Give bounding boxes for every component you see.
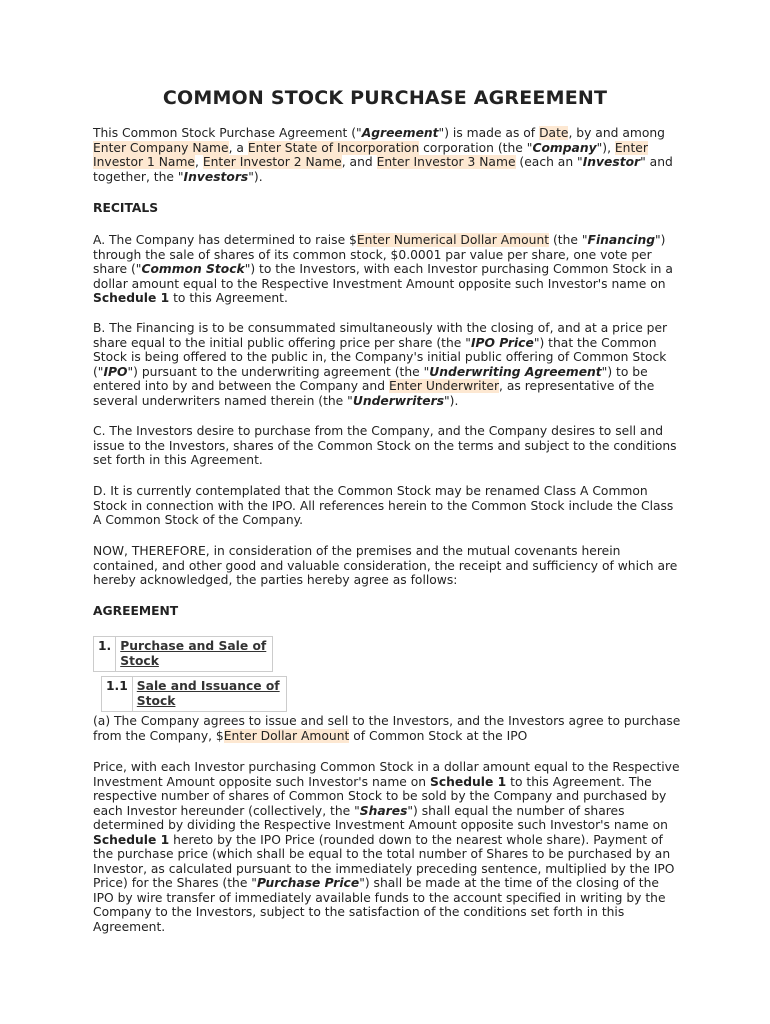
section-1-1-number: 1.1 — [102, 677, 133, 712]
document-title: COMMON STOCK PURCHASE AGREEMENT — [162, 87, 608, 109]
recital-a: A. The Company has determined to raise $Enter Numerical Dollar Amount (the "Financing") through the sale of shares of its common stock, $0.0001 par value per share, one vote per share ("Common Stock") to the Investors, with each Investor purchasing Common Stock in a dollar amount equal to the Respective Investment Amount opposite such Investor's name on Schedule 1 to this Agreement. — [93, 233, 673, 305]
defined-term-ipo-price: IPO Price — [470, 335, 534, 350]
section-1-number: 1. — [94, 637, 116, 672]
schedule-1-reference: Schedule 1 — [93, 832, 170, 847]
recital-d: D. It is currently contemplated that the Common Stock may be renamed Class A Common Stock in connection with the IPO. All references herein to the Common Stock include the Class A Common Stock of the Company. — [93, 484, 674, 527]
defined-term-company: Company — [532, 140, 597, 155]
investor-2-name-field[interactable]: Enter Investor 2 Name — [202, 155, 342, 169]
dollar-amount-field[interactable]: Enter Dollar Amount — [223, 728, 350, 743]
section-1-1-heading-table — [101, 676, 287, 712]
underwriter-field[interactable]: Enter Underwriter — [388, 379, 500, 393]
defined-term-ipo: IPO — [103, 364, 128, 379]
now-therefore-paragraph: NOW, THEREFORE, in consideration of the premises and the mutual covenants herein contained, and other good and valuable consideration, the receipt and sufficiency of which are hereby acknowledged, the parties hereby agree as follows: — [93, 544, 678, 587]
section-1-1-title: Sale and Issuance of Stock — [132, 677, 286, 712]
defined-term-shares: Shares — [359, 803, 408, 818]
section-1-title: Purchase and Sale of Stock — [116, 637, 273, 672]
date-field[interactable]: Date — [539, 126, 569, 140]
investor-3-name-field[interactable]: Enter Investor 3 Name — [376, 155, 516, 169]
schedule-1-reference: Schedule 1 — [93, 291, 170, 305]
defined-term-agreement: Agreement — [361, 126, 439, 140]
recital-b: B. The Financing is to be consummated simultaneously with the closing of, and at a price per share equal to the initial public offering price per share (the "IPO Price") that the Common Stock is being offered to the public in, the Company's initial public offering of Common Stock ("IPO") pursuant to the underwriting agreement (the "Underwriting Agreement") to be entered into by and between the Company and Enter Underwriter, as representative of the several underwriters named therein (the "Underwriters"). — [93, 321, 668, 408]
defined-term-investors: Investors — [183, 169, 249, 184]
recital-c: C. The Investors desire to purchase from the Company, and the Company desires to sell and issue to the Investors, shares of the Common Stock on the terms and subject to the conditions set forth in this Agreement. — [93, 424, 677, 467]
numerical-dollar-amount-field[interactable]: Enter Numerical Dollar Amount — [356, 233, 550, 247]
defined-term-purchase-price: Purchase Price — [256, 876, 360, 890]
defined-term-common-stock: Common Stock — [141, 262, 245, 276]
defined-term-underwriting-agreement: Underwriting Agreement — [429, 364, 602, 379]
defined-term-investor: Investor — [582, 155, 641, 169]
company-name-field[interactable]: Enter Company Name — [93, 140, 229, 155]
defined-term-financing: Financing — [587, 233, 656, 247]
schedule-1-reference: Schedule 1 — [430, 774, 507, 789]
intro-paragraph: This Common Stock Purchase Agreement ("Agreement") is made as of Date, by and among Enter Company Name, a Enter State of Incorporation corporation (the "Company"), Enter Investor 1 Name, Enter Investor 2 Name, and Enter Investor 3 Name (each an "Investor" and together, the "Investors"). — [93, 126, 673, 184]
recitals-heading: RECITALS — [93, 201, 159, 215]
paragraph-a: (a) The Company agrees to issue and sell to the Investors, and the Investors agree to purchase from the Company, $Enter Dollar Amount of Common Stock at the IPO — [93, 714, 681, 743]
state-of-incorporation-field[interactable]: Enter State of Incorporation — [247, 140, 420, 155]
purchase-price-paragraph: Price, with each Investor purchasing Common Stock in a dollar amount equal to the Respective Investment Amount opposite such Investor's name on Schedule 1 to this Agreement. The respective number of shares of Common Stock to be sold by the Company and purchased by each Investor hereunder (collectively, the "Shares") shall equal the number of shares determined by dividing the Respective Investment Amount opposite such Investor's name on Schedule 1 hereto by the IPO Price (rounded down to the nearest whole share). Payment of the purchase price (which shall be equal to the total number of Shares to be purchased by an Investor, as calculated pursuant to the immediately preceding sentence, multiplied by the IPO Price) for the Shares (the "Purchase Price") shall be made at the time of the closing of the IPO by wire transfer of immediately available funds to the account specified in writing by the Company to the Investors, subject to the satisfaction of the conditions set forth in this Agreement. — [93, 760, 680, 934]
defined-term-underwriters: Underwriters — [352, 393, 445, 408]
agreement-heading: AGREEMENT — [93, 604, 179, 618]
section-1-heading-table — [93, 636, 273, 672]
investor-1-name-field[interactable]: Enter Investor 1 Name — [93, 140, 648, 169]
